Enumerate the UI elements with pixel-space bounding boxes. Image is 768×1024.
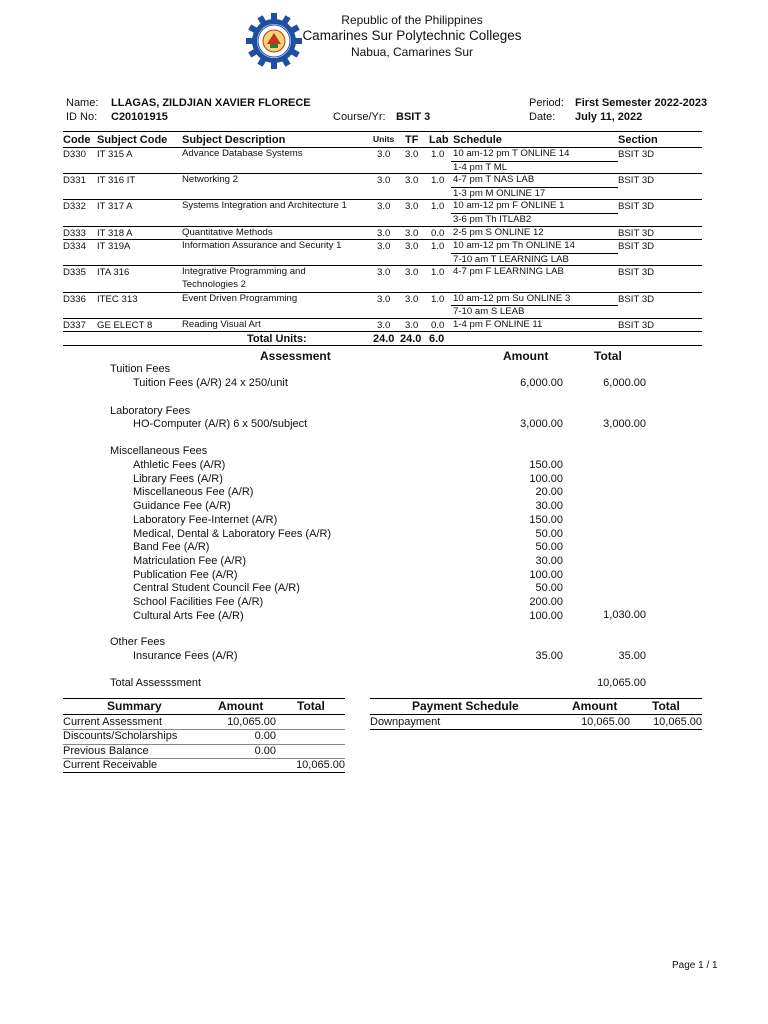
- misc-fee-item: School Facilities Fee (A/R): [133, 596, 264, 608]
- summary-row-label: Discounts/Scholarships: [63, 730, 178, 743]
- page-number: Page 1 / 1: [672, 960, 718, 971]
- summary-row-rule: [63, 758, 345, 759]
- payment-bottom-rule: [370, 729, 702, 730]
- subject-units: 3.0: [377, 319, 391, 331]
- period-value: First Semester 2022-2023: [575, 97, 708, 109]
- subject-row: [63, 292, 702, 318]
- subject-description: Advance Database Systems: [182, 148, 303, 159]
- college-seal-logo: [246, 13, 302, 69]
- subject-units: 3.0: [377, 201, 391, 213]
- subjects-total-row: [63, 331, 702, 345]
- subject-tf: 3.0: [405, 241, 419, 253]
- subject-schedule: 7-10 am T LEARNING LAB: [451, 253, 618, 267]
- misc-fee-amount: 150.00: [529, 513, 563, 526]
- student-id: C20101915: [111, 111, 168, 123]
- misc-fee-item: Matriculation Fee (A/R): [133, 554, 247, 567]
- misc-fee-item: Band Fee (A/R): [133, 541, 210, 554]
- subject-section: BSIT 3D: [618, 227, 655, 239]
- subject-code-id: D333: [63, 227, 86, 239]
- laboratory-fee-amount: 3,000.00: [520, 418, 563, 430]
- misc-fees-title: Miscellaneous Fees: [110, 445, 208, 457]
- summary-row-label: Current Assessment: [63, 716, 163, 728]
- subject-schedule: 1-4 pm T ML: [451, 161, 618, 175]
- subject-tf: 3.0: [405, 293, 419, 305]
- tuition-fees-title: Tuition Fees: [110, 363, 171, 375]
- subject-code: ITA 316: [97, 267, 130, 279]
- date-value: July 11, 2022: [575, 111, 643, 123]
- payment-row-label: Downpayment: [370, 716, 441, 728]
- payment-row-total: 10,065.00: [653, 716, 702, 728]
- summary-bottom-rule: [63, 772, 345, 773]
- subject-schedule: 10 am-12 pm Th ONLINE 14: [453, 240, 575, 252]
- subjects-table: [63, 131, 702, 346]
- misc-fee-amount: 50.00: [535, 527, 563, 540]
- col-section: Section: [618, 134, 658, 146]
- subject-code: IT 319A: [97, 241, 131, 253]
- subject-row: [63, 226, 702, 240]
- insurance-fee-item: Insurance Fees (A/R): [133, 650, 238, 662]
- subject-tf: 3.0: [405, 227, 419, 239]
- subject-units: 3.0: [377, 149, 391, 160]
- payment-row-amount: 10,065.00: [581, 716, 630, 728]
- subject-code: IT 318 A: [97, 227, 133, 239]
- subject-code: IT 316 IT: [97, 175, 136, 187]
- misc-fee-amount: 30.00: [535, 554, 563, 567]
- misc-fee-item: Guidance Fee (A/R): [133, 500, 231, 513]
- subject-code: GE ELECT 8: [97, 319, 153, 331]
- summary-row-total: 10,065.00: [296, 758, 345, 771]
- subject-lab: 1.0: [431, 201, 445, 213]
- col-code: Code: [63, 134, 91, 146]
- misc-fee-amount: 50.00: [535, 541, 563, 554]
- tuition-fee-item: Tuition Fees (A/R) 24 x 250/unit: [133, 377, 288, 389]
- subject-description: Networking 2: [182, 174, 238, 186]
- subject-lab: 1.0: [431, 175, 445, 187]
- subject-row: [63, 239, 702, 265]
- misc-fee-amount: 100.00: [529, 472, 563, 485]
- total-assessment-value: 10,065.00: [597, 677, 646, 689]
- laboratory-fee-total: 3,000.00: [603, 418, 646, 430]
- assessment-heading: Assessment: [260, 349, 331, 363]
- student-name: LLAGAS, ZILDJIAN XAVIER FLORECE: [111, 97, 311, 109]
- subject-code-id: D331: [63, 175, 86, 187]
- id-label: ID No:: [66, 111, 98, 123]
- payment-schedule-heading: Payment Schedule: [412, 699, 519, 713]
- subject-description: Information Assurance and Security 1: [182, 240, 342, 252]
- misc-fee-item: Laboratory Fee-Internet (A/R): [133, 513, 278, 526]
- subject-row: [63, 173, 702, 199]
- subject-code: IT 317 A: [97, 201, 133, 213]
- header-location: Nabua, Camarines Sur: [350, 45, 474, 59]
- total-lab: 6.0: [429, 333, 445, 346]
- insurance-fee-total: 35.00: [618, 650, 646, 662]
- misc-fee-item: Medical, Dental & Laboratory Fees (A/R): [133, 527, 332, 540]
- payment-total-heading: Total: [652, 699, 680, 713]
- subject-tf: 3.0: [405, 319, 419, 331]
- summary-row-rule: [63, 729, 345, 730]
- misc-fee-item: Library Fees (A/R): [133, 472, 223, 485]
- subject-schedule: 4-7 pm T NAS LAB: [453, 174, 535, 186]
- subject-section: BSIT 3D: [618, 175, 655, 187]
- misc-fee-item: Athletic Fees (A/R): [133, 459, 226, 471]
- subject-units: 3.0: [377, 175, 391, 187]
- subject-schedule: 7-10 am S LEAB: [451, 305, 618, 319]
- subject-schedule: 3-6 pm Th ITLAB2: [451, 213, 618, 227]
- subject-lab: 0.0: [431, 227, 445, 239]
- subject-description: Quantitative Methods: [182, 226, 273, 238]
- subject-units: 3.0: [377, 293, 391, 305]
- misc-fee-amount: 30.00: [535, 500, 563, 513]
- payment-amount-heading: Amount: [572, 699, 618, 713]
- header-republic: Republic of the Philippines: [341, 13, 483, 27]
- col-lab: Lab: [429, 134, 449, 146]
- summary-heading: Summary: [107, 699, 162, 713]
- subject-schedule: 10 am-12 pm T ONLINE 14: [453, 148, 570, 159]
- insurance-fee-amount: 35.00: [535, 650, 563, 662]
- subject-schedule: 10 am-12 pm F ONLINE 1: [453, 200, 565, 212]
- tuition-fee-amount: 6,000.00: [520, 377, 563, 389]
- subject-code-id: D337: [63, 319, 86, 331]
- assessment-total-heading: Total: [594, 349, 622, 363]
- subject-section: BSIT 3D: [618, 201, 655, 213]
- misc-fee-item: Cultural Arts Fee (A/R): [133, 609, 244, 622]
- subject-row: [63, 147, 702, 173]
- subject-row: [63, 265, 702, 291]
- misc-fee-amount: 150.00: [529, 459, 563, 471]
- misc-fee-amount: 100.00: [529, 568, 563, 581]
- col-schedule: Schedule: [453, 134, 502, 146]
- subject-schedule: 1-3 pm M ONLINE 17: [451, 187, 618, 201]
- summary-row-amount: 0.00: [254, 744, 276, 757]
- total-units-label: Total Units:: [247, 333, 307, 346]
- subject-row: [63, 199, 702, 225]
- subject-section: BSIT 3D: [618, 267, 655, 279]
- name-label: Name:: [66, 97, 99, 109]
- col-units: Units: [373, 134, 395, 144]
- subject-section: BSIT 3D: [618, 293, 655, 305]
- subject-description: Reading Visual Art: [182, 318, 261, 330]
- summary-row-amount: 0.00: [254, 730, 276, 743]
- subject-code-id: D336: [63, 293, 86, 305]
- subjects-header-row: [63, 132, 702, 147]
- subject-section: BSIT 3D: [618, 319, 655, 331]
- subject-lab: 1.0: [431, 241, 445, 253]
- payment-header-rule: [370, 714, 702, 715]
- assessment-amount-heading: Amount: [503, 349, 549, 363]
- col-subject-code: Subject Code: [97, 134, 168, 146]
- subject-code-id: D334: [63, 241, 86, 253]
- subject-section: BSIT 3D: [618, 241, 655, 253]
- subject-description: Integrative Programming and Technologies 2: [182, 266, 306, 290]
- total-assessment-label: Total Assesssment: [110, 677, 202, 689]
- subject-schedule: 2-5 pm S ONLINE 12: [453, 226, 544, 238]
- col-subject-description: Subject Description: [182, 134, 286, 146]
- summary-total-heading: Total: [297, 699, 325, 713]
- misc-fee-amount: 100.00: [529, 609, 563, 622]
- subject-description: Systems Integration and Architecture 1: [182, 200, 347, 212]
- subject-units: 3.0: [377, 267, 391, 279]
- subject-lab: 0.0: [431, 319, 445, 331]
- summary-row-label: Previous Balance: [63, 744, 149, 757]
- misc-fee-item: Central Student Council Fee (A/R): [133, 582, 300, 595]
- student-course: BSIT 3: [396, 111, 431, 123]
- subject-tf: 3.0: [405, 149, 419, 160]
- misc-fee-amount: 200.00: [529, 596, 563, 608]
- date-label: Date:: [529, 111, 556, 123]
- subject-lab: 1.0: [431, 149, 445, 160]
- total-units: 24.0: [373, 333, 395, 346]
- subject-description: Event Driven Programming: [182, 292, 298, 304]
- misc-fees-total: 1,030.00: [603, 609, 646, 621]
- subject-code-id: D332: [63, 201, 86, 213]
- subject-code-id: D330: [63, 149, 86, 160]
- misc-fee-amount: 20.00: [535, 486, 563, 499]
- header-college-name: Camarines Sur Polytechnic Colleges: [302, 28, 522, 43]
- course-label: Course/Yr:: [333, 111, 386, 123]
- subject-tf: 3.0: [405, 201, 419, 213]
- misc-fee-item: Miscellaneous Fee (A/R): [133, 486, 254, 499]
- summary-amount-heading: Amount: [218, 699, 264, 713]
- tuition-fee-total: 6,000.00: [603, 377, 646, 389]
- subject-schedule: 1-4 pm F ONLINE 11: [453, 318, 543, 330]
- subject-code: ITEC 313: [97, 293, 138, 305]
- subject-units: 3.0: [377, 227, 391, 239]
- subject-tf: 3.0: [405, 267, 419, 279]
- summary-header-rule: [63, 714, 345, 715]
- misc-fee-amount: 50.00: [535, 582, 563, 595]
- subject-code: IT 315 A: [97, 149, 133, 160]
- other-fees-title: Other Fees: [110, 636, 166, 648]
- laboratory-fee-item: HO-Computer (A/R) 6 x 500/subject: [133, 418, 308, 430]
- subject-units: 3.0: [377, 241, 391, 253]
- total-tf: 24.0: [400, 333, 422, 346]
- subject-schedule: 4-7 pm F LEARNING LAB: [453, 266, 564, 278]
- summary-row-amount: 10,065.00: [227, 716, 276, 728]
- subject-section: BSIT 3D: [618, 149, 655, 160]
- summary-row-rule: [63, 744, 345, 745]
- laboratory-fees-title: Laboratory Fees: [110, 405, 191, 417]
- subject-code-id: D335: [63, 267, 86, 279]
- subject-lab: 1.0: [431, 293, 445, 305]
- summary-row-label: Current Receivable: [63, 758, 158, 771]
- subject-schedule: 10 am-12 pm Su ONLINE 3: [453, 292, 571, 304]
- subject-row: [63, 318, 702, 332]
- col-tf: TF: [405, 134, 419, 146]
- misc-fee-item: Publication Fee (A/R): [133, 568, 238, 581]
- period-label: Period:: [529, 97, 564, 109]
- subject-tf: 3.0: [405, 175, 419, 187]
- subject-lab: 1.0: [431, 267, 445, 279]
